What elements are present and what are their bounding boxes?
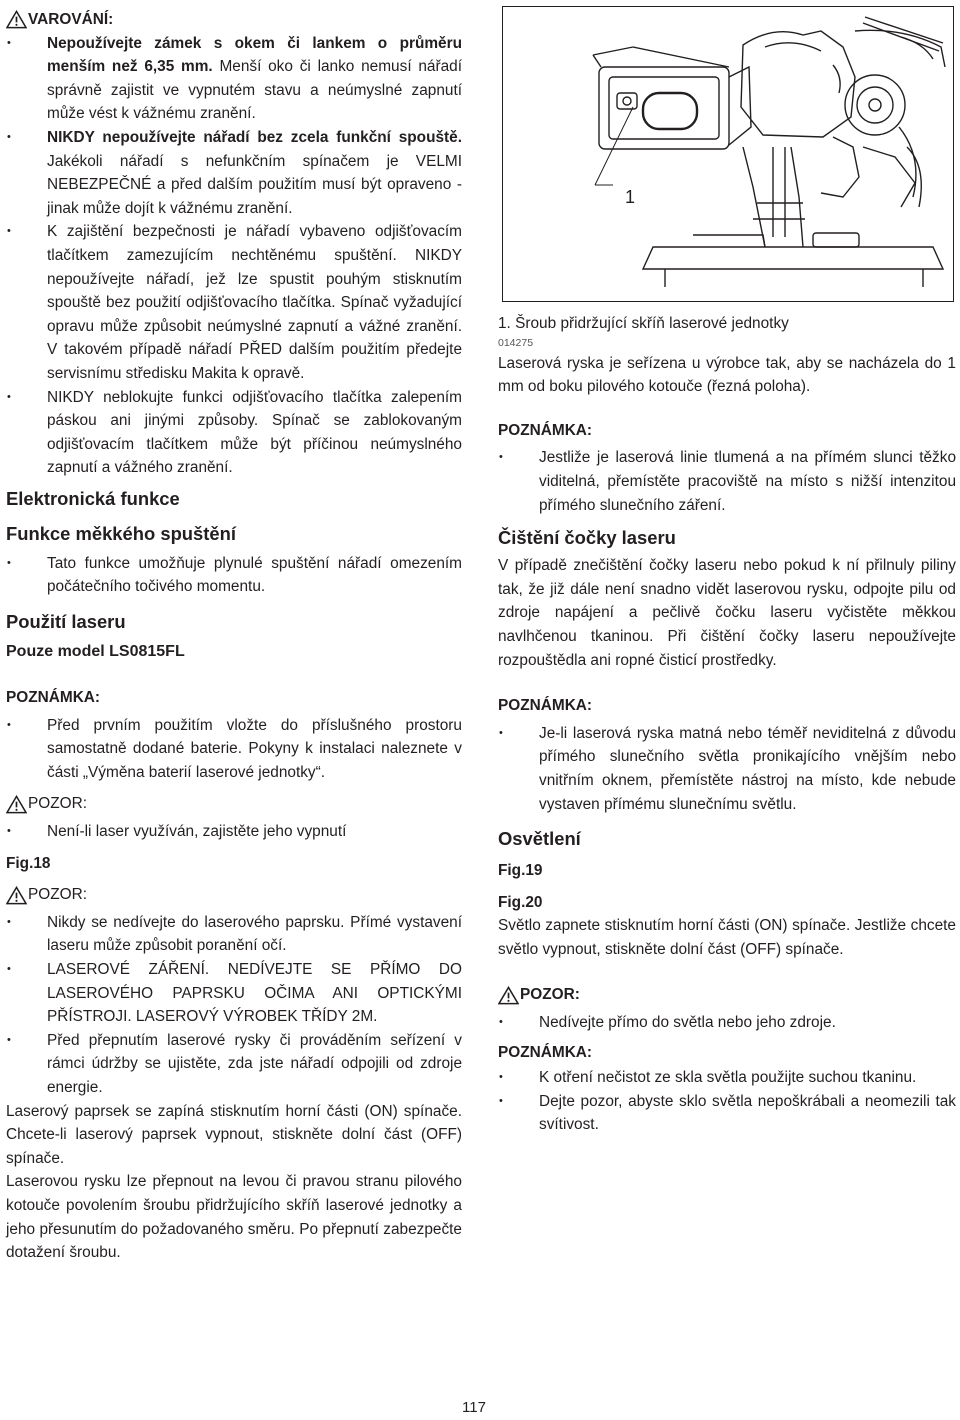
section-heading-soft-start: Funkce měkkého spuštění xyxy=(6,522,236,544)
note-list xyxy=(498,722,956,816)
list-item: • LASEROVÉ ZÁŘENÍ. NEDÍVEJTE SE PŘÍMO DO LASEROVÉHO PAPRSKU OČIMA ANI OPTICKÝMI PŘÍSTROJI. LASEROVÝ VÝROBEK TŘÍDY 2M. xyxy=(6,958,462,1029)
caution-heading xyxy=(6,883,462,907)
list-item: • Nikdy se nedívejte do laserového paprsku. Přímé vystavení laseru může způsobit poranění očí. xyxy=(6,911,462,958)
paragraph: Laserovou rysku lze přepnout na levou či pravou stranu pilového kotouče povolením šroubu přidržujícího skříň laserové jednotky a jeho přesunutím do požadovaného směru. Po přepnutí zabezpečte dotažení šroubu. xyxy=(6,1173,462,1262)
warning-triangle-icon xyxy=(498,986,519,1005)
caution-heading xyxy=(6,792,462,816)
caution-label: POZOR: xyxy=(28,795,87,813)
list-item: • Tato funkce umožňuje plynulé spuštění nářadí omezením počátečního točivého momentu. xyxy=(6,552,462,599)
warning-heading xyxy=(6,8,462,32)
figure-callout: 1 xyxy=(625,187,636,207)
list-item: • Není-li laser využíván, zajistěte jeho vypnutí xyxy=(6,820,462,844)
list-item: • Před prvním použitím vložte do příslušného prostoru samostatně dodané baterie. Pokyny k instalaci naleznete v části „Výměna baterií laserové jednotky“. xyxy=(6,714,462,785)
list-item: • Nedívejte přímo do světla nebo jeho zdroje. xyxy=(498,1011,956,1035)
section-heading-lighting: Osvětlení xyxy=(498,828,581,850)
warning-label: VAROVÁNÍ: xyxy=(28,11,114,28)
warning-triangle-icon xyxy=(6,795,27,814)
note-list xyxy=(498,1066,956,1137)
warning-triangle-icon xyxy=(6,10,27,29)
page-number: 117 xyxy=(462,1399,486,1416)
caution-label: POZOR: xyxy=(28,886,87,904)
list-item: • K otření nečistot ze skla světla použijte suchou tkaninu. xyxy=(498,1066,956,1090)
list-item: • Dejte pozor, abyste sklo světla nepoškrábali a neomezili tak svítivost. xyxy=(498,1090,956,1137)
note-heading: POZNÁMKA: xyxy=(498,421,593,439)
saw-illustration xyxy=(503,7,954,302)
paragraph: V případě znečištění čočky laseru nebo pokud k ní přilnuly piliny tak, že již dále není snadno vidět laserovou rysku, odpojte pilu od zdroje napájení a pečlivě čočku laseru vyčistěte měkkou navlhčenou tkaninou. Při čištění čočky laseru nepoužívejte rozpouštědla ani ropné čisticí prostředky. xyxy=(498,557,956,669)
list-item: • Jestliže je laserová linie tlumená a na přímém slunci těžko viditelná, přemístěte pracoviště na místo s nižší intenzitou přímého slunečního záření. xyxy=(498,446,956,517)
right-column xyxy=(498,312,956,1137)
section-heading-electronic: Elektronická funkce xyxy=(6,487,180,509)
section-heading-lens-cleaning: Čištění čočky laseru xyxy=(498,527,676,549)
note-heading: POZNÁMKA: xyxy=(498,697,593,715)
note-list xyxy=(6,714,462,785)
paragraph: Laserová ryska je seřízena u výrobce tak, aby se nacházela do 1 mm od boku pilového kotouče (řezná poloha). xyxy=(498,354,956,396)
list-item: • K zajištění bezpečnosti je nářadí vybaveno odjišťovacím tlačítkem zamezujícím nechtěnému spuštění. NIKDY nepoužívejte nářadí, jež lze spustit pouhým stisknutím spouště bez použití odjišťovacího tlačítka. Spínač vyžadující opravu může způsobit neúmyslné zapnutí a vážné zranění. V takovém případě nářadí PŘED dalším použitím předejte servisnímu středisku Makita k opravě. xyxy=(6,220,462,385)
note-heading: POZNÁMKA: xyxy=(6,689,101,707)
list-item: • Nepoužívejte zámek s okem či lankem o průměru menším než 6,35 mm. Menší oko či lanko nemusí nářadí správně zajistit ve vypnutém stavu a neúmyslné zapnutí může vést k vážnému zranění. xyxy=(6,32,462,126)
warning-list xyxy=(6,32,462,480)
caution-list xyxy=(6,820,462,844)
figure-laser-unit xyxy=(502,6,954,302)
paragraph: Laserový paprsek se zapíná stisknutím horní části (ON) spínače. Chcete-li laserový paprsek vypnout, stiskněte dolní část (OFF) spínače. xyxy=(6,1102,462,1167)
caution-list xyxy=(6,911,462,1100)
list-item: • NIKDY neblokujte funkci odjišťovacího tlačítka zalepením páskou ani jinými způsoby. Spínač se zablokovaným odjišťovacím tlačítkem může být příčinou neúmyslného zapnutí a vážného zranění. xyxy=(6,386,462,480)
caution-label: POZOR: xyxy=(520,986,580,1004)
soft-start-list xyxy=(6,552,462,599)
caution-list xyxy=(498,1011,956,1035)
left-column xyxy=(6,8,462,1265)
warning-triangle-icon xyxy=(6,886,27,905)
note-list xyxy=(498,446,956,517)
caution-heading xyxy=(498,983,956,1007)
list-item: • Je-li laserová ryska matná nebo téměř neviditelná z důvodu přímého slunečního světla pronikajícího vnějším nebo vnitřním oknem, přemístěte nástroj na místo, kde nebude vystaven přímému slunečnímu světlu. xyxy=(498,722,956,816)
figure-ref: Fig.19 xyxy=(498,862,543,880)
figure-caption: 1. Šroub přidržující skříň laserové jednotky xyxy=(498,315,789,332)
note-heading: POZNÁMKA: xyxy=(498,1043,593,1061)
figure-ref: Fig.18 xyxy=(6,854,51,872)
model-label: Pouze model LS0815FL xyxy=(6,643,185,661)
paragraph: Světlo zapnete stisknutím horní části (ON) spínače. Jestliže chcete světlo vypnout, stiskněte dolní část (OFF) spínače. xyxy=(498,917,956,958)
figure-ref: Fig.20 xyxy=(498,893,543,911)
list-item: • NIKDY nepoužívejte nářadí bez zcela funkční spouště. Jakékoli nářadí s nefunkčním spínačem je VELMI NEBEZPEČNÉ a před dalším použitím musí být opraveno - jinak může dojít k vážnému zranění. xyxy=(6,126,462,220)
section-heading-laser: Použití laseru xyxy=(6,611,126,633)
figure-code: 014275 xyxy=(498,336,534,349)
list-item: • Před přepnutím laserové rysky či prováděním seřízení v rámci údržby se ujistěte, zda jste nářadí odpojili od zdroje energie. xyxy=(6,1029,462,1100)
